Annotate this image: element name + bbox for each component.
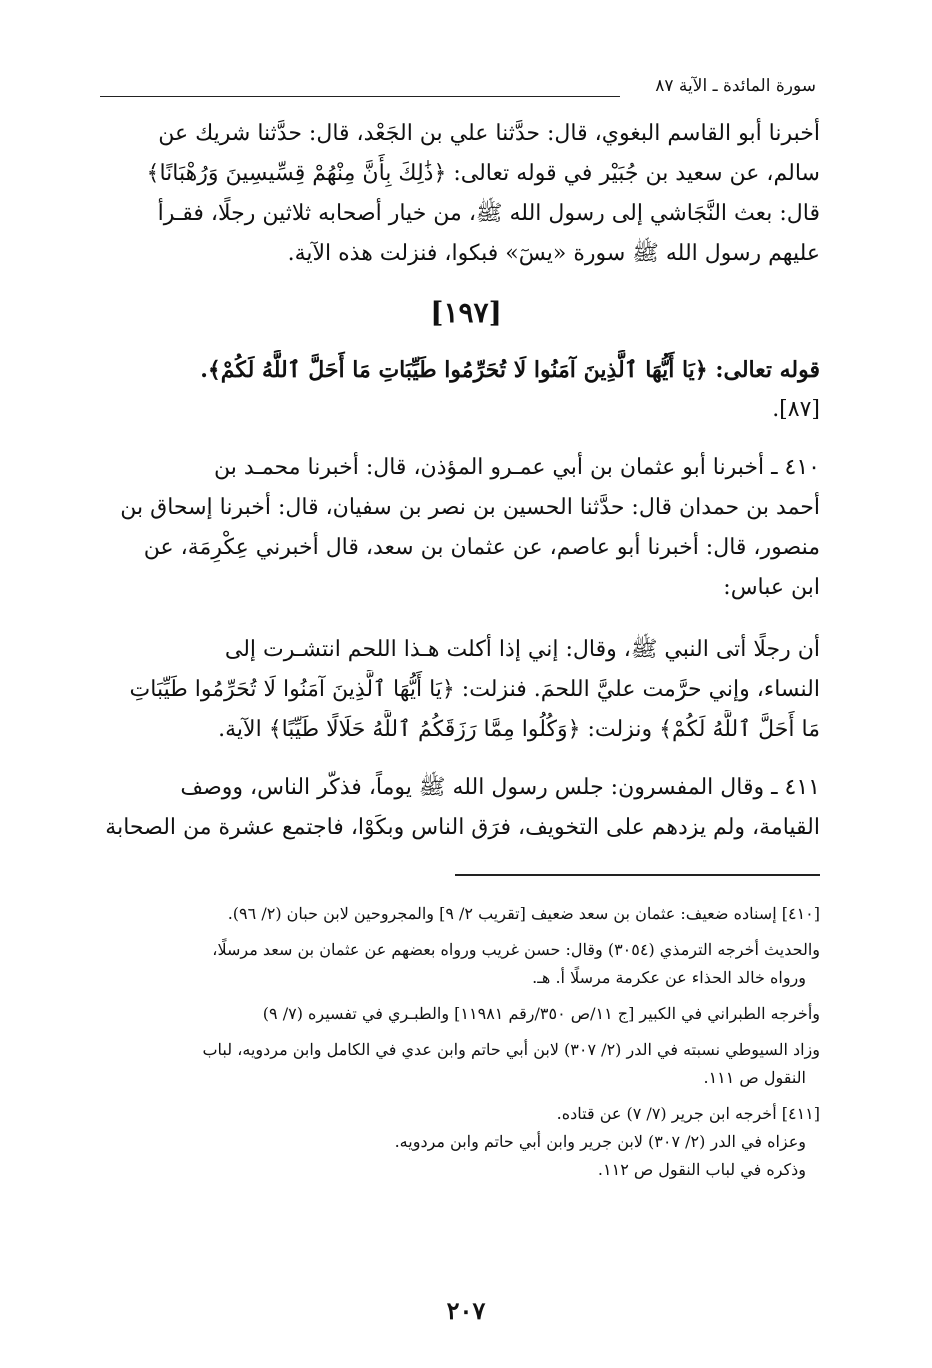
- text-line: مَا أَحَلَّ ٱللَّهُ لَكُمْ﴾ ونزلت: ﴿وَكُلُوا مِمَّا رَزَقَكُمُ ٱللَّهُ حَلَالًا طَيِّبًا﴾ الآية.: [218, 717, 820, 742]
- footnote-line: ورواه خالد الحذاء عن عكرمة مرسلًا أ. هـ.: [532, 968, 806, 987]
- text-line: ٤١٠ ـ أخبرنا أبو عثمان بن أبي عمـرو المؤذن، قال: أخبرنا محمـد بن: [213, 455, 820, 480]
- header-rule: [100, 96, 620, 97]
- page-number: ٢٠٧: [446, 1296, 486, 1325]
- running-header: [100, 70, 816, 110]
- footnote-410: [96, 900, 820, 928]
- verse-line: قوله تعالى: ﴿يَا أَيُّهَا ٱلَّذِينَ آمَنُوا لَا تُحَرِّمُوا طَيِّبَاتِ مَا أَحَلَّ ٱللَّهُ لَكُمْ﴾.: [200, 357, 820, 383]
- footnote-410-suyuti: [96, 1036, 820, 1092]
- verse-paragraph: [96, 350, 820, 430]
- footnote-line: [٤١١] أخرجه ابن جرير (٧/ ٧) عن قتاده.: [556, 1104, 820, 1123]
- hadith-410-paragraph: [96, 448, 820, 608]
- footnote-410-tabarani: [96, 1000, 820, 1028]
- text-line: أن رجلًا أتى النبي ﷺ، وقال: إني إذا أكلت هـذا اللحم انتشـرت إلى: [224, 637, 820, 662]
- text-line: القيامة، ولم يزدهم على التخويف، فرَق الناس وبكَوْا، فاجتمع عشرة من الصحابة: [105, 815, 820, 840]
- text-line: النساء، وإني حرَّمت عليَّ اللحمَ. فنزلت: ﴿يَا أَيُّهَا ٱلَّذِينَ آمَنُوا لَا تُحَرِّمُوا طَيِّبَاتِ: [129, 677, 820, 702]
- footnote-line: وعزاه في الدر (٢/ ٣٠٧) لابن جرير وابن أبي حاتم وابن مردويه.: [394, 1132, 806, 1151]
- hadith-411-paragraph: [96, 768, 820, 848]
- footnote-line: النقول ص ١١١.: [703, 1068, 806, 1087]
- text-line: ابن عباس:: [723, 575, 820, 600]
- footnote-line: والحديث أخرجه الترمذي (٣٠٥٤) وقال: حسن غريب ورواه بعضهم عن عثمان بن سعد مرسلًا،: [212, 940, 820, 959]
- section-number: [١٩٧]: [430, 296, 502, 329]
- text-line: قال: بعث النَّجَاشي إلى رسول الله ﷺ، من خيار أصحابه ثلاثين رجلًا، فقـرأ: [157, 201, 820, 226]
- text-line: أحمد بن حمدان قال: حدَّثنا الحسين بن نصر بن سفيان، قال: أخبرنا إسحاق بن: [120, 495, 820, 520]
- footnotes: [96, 900, 820, 1192]
- text-line: ٤١١ ـ وقال المفسرون: جلس رسول الله ﷺ يوماً، فذكّر الناس، ووصف: [180, 775, 820, 800]
- intro-paragraph: [96, 114, 820, 274]
- verse-reference: [٨٧].: [772, 397, 820, 422]
- footnote-411: [96, 1100, 820, 1184]
- text-line: سالم، عن سعيد بن جُبَيْر في قوله تعالى: ﴿ذَٰلِكَ بِأَنَّ مِنْهُمْ قِسِّيسِينَ وَرُهْبَانًا﴾: [146, 161, 820, 186]
- footnote-410-tirmidhi: [96, 936, 820, 992]
- text-line: عليهم رسول الله ﷺ سورة «يسٓ» فبكوا، فنزلت هذه الآية.: [287, 241, 820, 266]
- header-title: سورة المائدة ـ الآية ٨٧: [655, 76, 816, 96]
- footnote-line: وذكره في لباب النقول ص ١١٢.: [597, 1160, 806, 1179]
- text-line: منصور، قال: أخبرنا أبو عاصم، عن عثمان بن سعد، قال أخبرني عِكْرِمَة، عن: [143, 535, 820, 560]
- footnote-line: وزاد السيوطي نسبته في الدر (٢/ ٣٠٧) لابن أبي حاتم وابن عدي في الكامل وابن مردويه، لباب: [202, 1040, 820, 1059]
- footnote-rule: [455, 874, 820, 876]
- narration-paragraph: [96, 630, 820, 750]
- text-line: أخبرنا أبو القاسم البغوي، قال: حدَّثنا علي بن الجَعْد، قال: حدَّثنا شريك عن: [158, 121, 820, 146]
- footnote-line: وأخرجه الطبراني في الكبير [ج ١١/ص ٣٥٠/رقم ١١٩٨١] والطبـري في تفسيره (٧/ ٩): [262, 1004, 820, 1023]
- footnote-line: [٤١٠] إسناده ضعيف: عثمان بن سعد ضعيف [تقريب ٢/ ٩] والمجروحين لابن حبان (٢/ ٩٦).: [227, 904, 820, 923]
